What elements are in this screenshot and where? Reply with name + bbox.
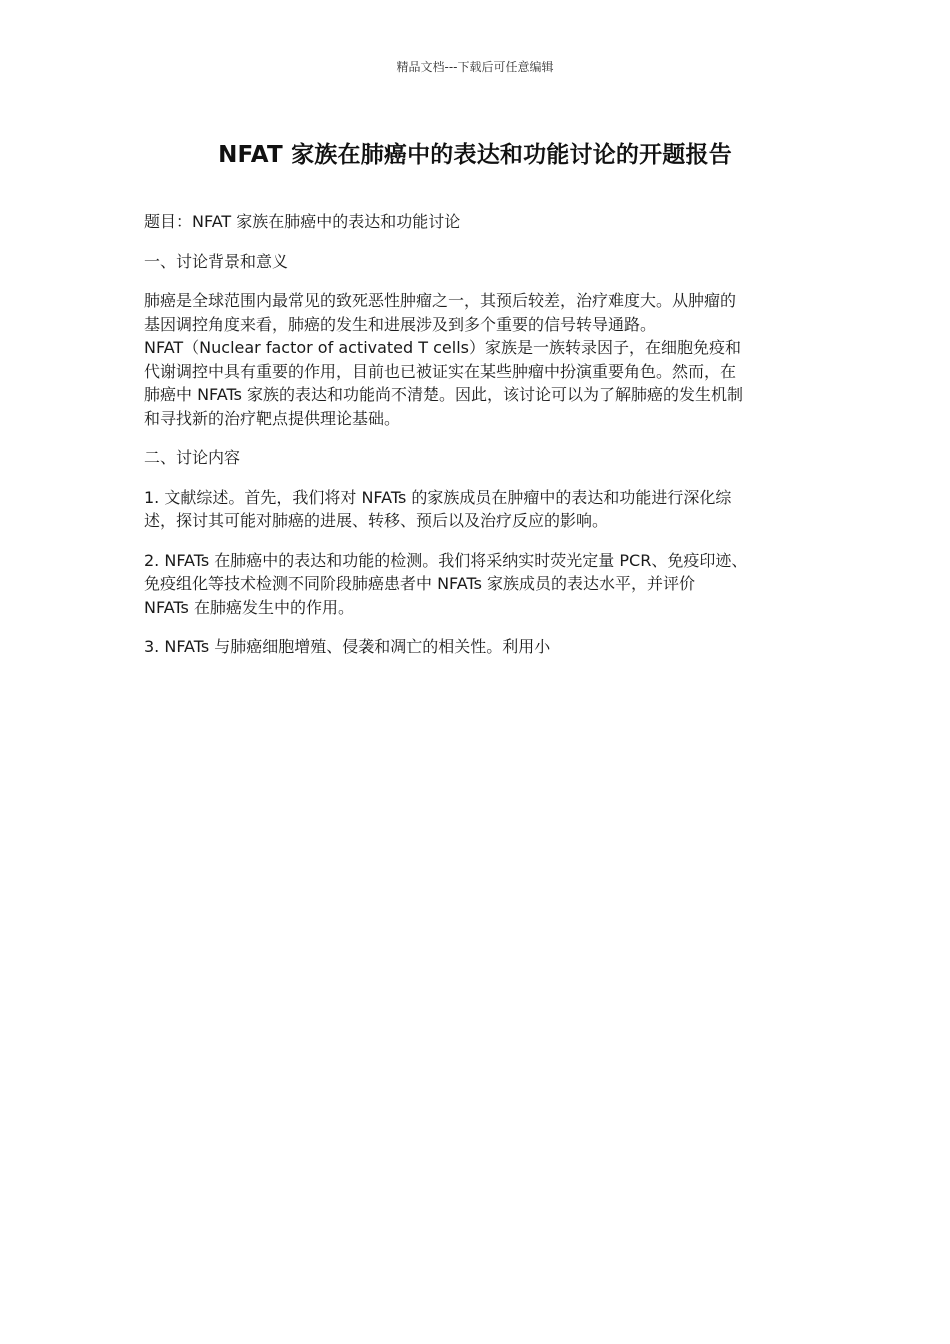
document-body — [144, 210, 809, 675]
topic-line: 题目：NFAT 家族在肺癌中的表达和功能讨论 — [144, 212, 461, 231]
section-1-paragraph-1 — [144, 289, 809, 336]
text-line: 基因调控角度来看，肺癌的发生和进展涉及到多个重要的信号转导通路。 — [144, 314, 657, 334]
text-line: 1. 文献综述。首先，我们将对 NFATs 的家族成员在肿瘤中的表达和功能进行深化综 — [144, 487, 732, 507]
text-line: 免疫组化等技术检测不同阶段肺癌患者中 NFATs 家族成员的表达水平，并评价 — [144, 574, 696, 593]
text-line: NFAT（Nuclear factor of activated T cells）家族是一族转录因子，在细胞免疫和 — [144, 338, 741, 357]
text-line: 2. NFATs 在肺癌中的表达和功能的检测。我们将采纳实时荧光定量 PCR、免疫印迹、 — [144, 550, 748, 570]
section-2-heading: 二、讨论内容 — [144, 448, 241, 467]
text-line: 肺癌是全球范围内最常见的致死恶性肿瘤之一，其预后较差，治疗难度大。从肿瘤的 — [144, 291, 737, 310]
text-line: 3. NFATs 与肺癌细胞增殖、侵袭和凋亡的相关性。利用小 — [144, 637, 551, 656]
section-1-paragraph-2 — [144, 336, 809, 430]
text-line: NFATs 在肺癌发生中的作用。 — [144, 597, 354, 617]
header-note: 精品文档---下载后可任意编辑 — [396, 60, 554, 74]
text-line: 述，探讨其可能对肺癌的进展、转移、预后以及治疗反应的影响。 — [144, 511, 609, 530]
content-item-1 — [144, 486, 809, 533]
content-item-2 — [144, 549, 809, 620]
document-title: NFAT 家族在肺癌中的表达和功能讨论的开题报告 — [218, 142, 732, 168]
text-line: 和寻找新的治疗靶点提供理论基础。 — [144, 408, 401, 428]
text-line: 肺癌中 NFATs 家族的表达和功能尚不清楚。因此，该讨论可以为了解肺癌的发生机制 — [144, 385, 744, 404]
section-1-heading: 一、讨论背景和意义 — [144, 251, 289, 271]
content-item-3 — [144, 635, 809, 659]
text-line: 代谢调控中具有重要的作用，目前也已被证实在某些肿瘤中扮演重要角色。然而，在 — [144, 361, 737, 381]
